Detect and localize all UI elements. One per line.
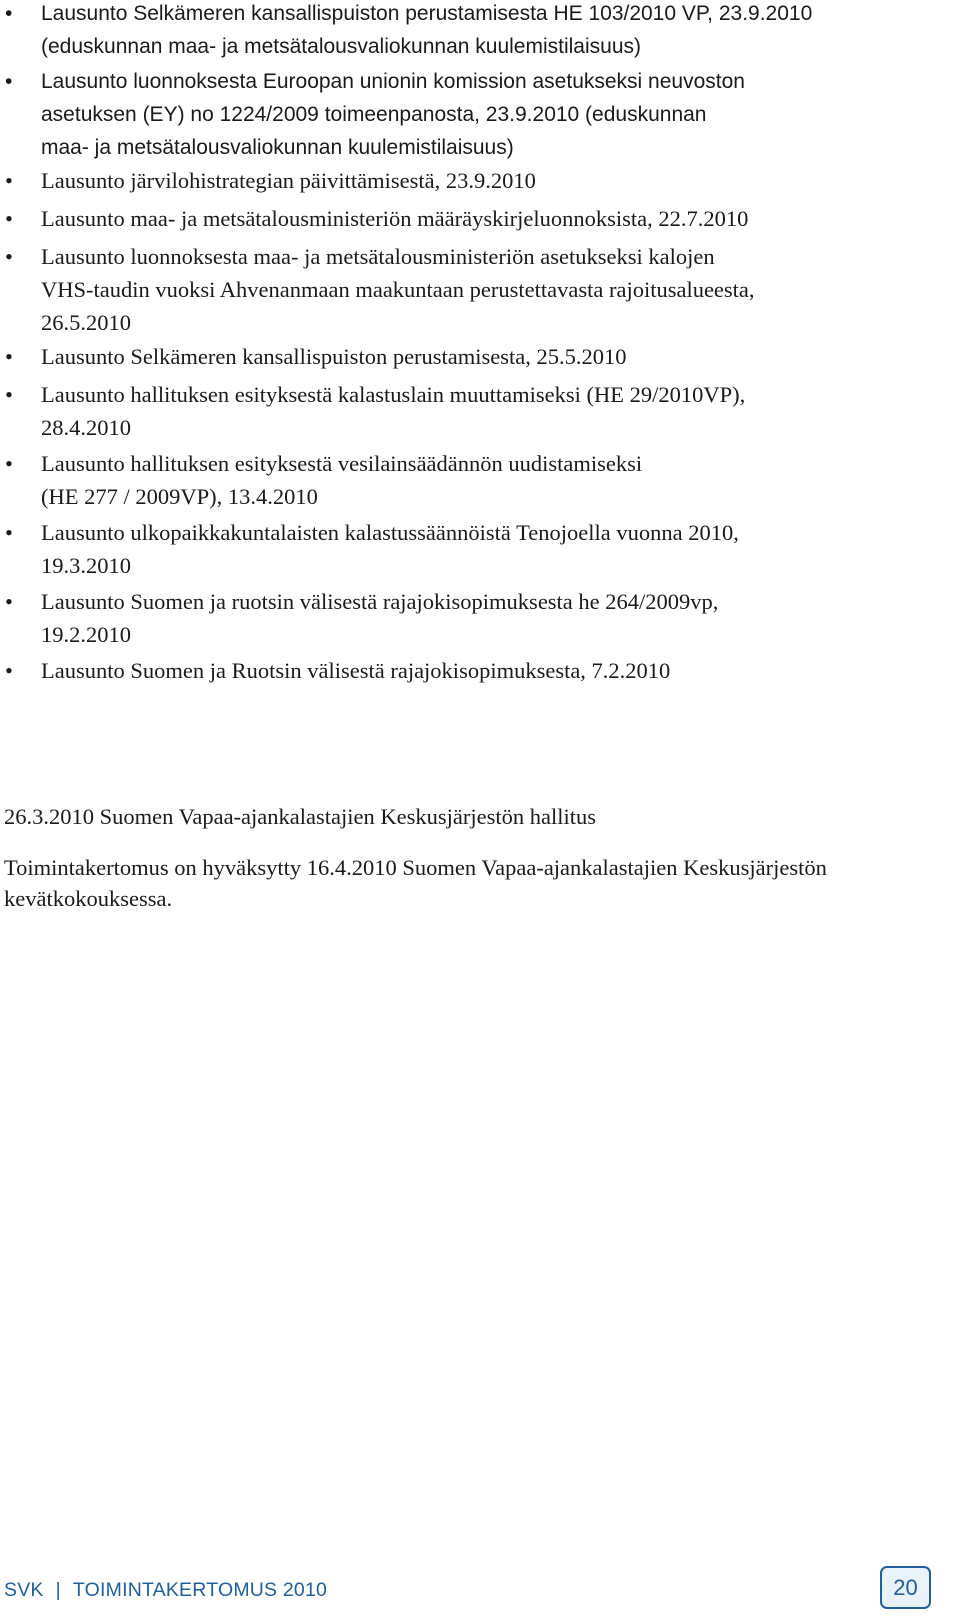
list-item (0, 447, 900, 513)
footer-separator: | (55, 1579, 61, 1601)
page-footer (4, 1579, 327, 1602)
statement-text: Lausunto järvilohistrategian päivittämisestä, 23.9.2010 (41, 168, 536, 193)
page-number-badge: 20 (880, 1566, 931, 1609)
list-item (0, 378, 900, 444)
bullet-icon: • (5, 382, 13, 407)
statement-text: Lausunto hallituksen esityksestä kalastuslain muuttamiseksi (HE 29/2010VP), 28.4.2010 (41, 382, 746, 440)
acceptance-text: Toimintakertomus on hyväksytty 16.4.2010 Suomen Vapaa-ajankalastajien Keskusjärjestön kevätkokouksessa. (4, 855, 827, 911)
bullet-icon: • (5, 244, 13, 269)
list-item (0, 654, 900, 687)
bullet-icon: • (5, 658, 13, 683)
statement-text: Lausunto ulkopaikkakuntalaisten kalastussäännöistä Tenojoella vuonna 2010, 19.3.2010 (41, 520, 739, 578)
bullet-icon: • (5, 344, 13, 369)
list-item (0, 516, 900, 582)
bullet-icon: • (5, 168, 13, 193)
statement-text: Lausunto luonnoksesta maa- ja metsätalousministeriön asetukseksi kalojen VHS-taudin vuoksi Ahvenanmaan maakuntaan perustettavasta rajoitusalueesta, 26.5.2010 (41, 244, 755, 335)
list-item (0, 585, 900, 651)
bullet-icon: • (5, 589, 13, 614)
list-item (0, 164, 900, 197)
statement-text: Lausunto luonnoksesta Euroopan unionin komission asetukseksi neuvoston asetuksen (EY) no 1224/2009 toimeenpanosta, 23.9.2010 (eduskunnan maa- ja metsätalousvaliokunnan kuulemistilaisuus) (41, 70, 745, 159)
list-item (0, 0, 900, 63)
statement-text: Lausunto Selkämeren kansallispuiston perustamisesta HE 103/2010 VP, 23.9.2010 (eduskunnan maa- ja metsätalousvaliokunnan kuulemistilaisuus) (41, 2, 813, 58)
list-item (0, 202, 900, 235)
statement-text: Lausunto Selkämeren kansallispuiston perustamisesta, 25.5.2010 (41, 344, 627, 369)
footer-title: TOIMINTAKERTOMUS 2010 (72, 1579, 328, 1601)
statement-text: Lausunto Suomen ja Ruotsin välisestä rajajokisopimuksesta, 7.2.2010 (41, 658, 671, 683)
bullet-icon: • (5, 2, 13, 25)
statement-text: Lausunto maa- ja metsätalousministeriön määräyskirjeluonnoksista, 22.7.2010 (41, 206, 749, 231)
list-item (0, 65, 900, 164)
footer-org: SVK (4, 1579, 44, 1601)
bullet-icon: • (5, 206, 13, 231)
approval-line: 26.3.2010 Suomen Vapaa-ajankalastajien Keskusjärjestön hallitus (4, 804, 596, 829)
list-item (0, 240, 900, 339)
statement-text: Lausunto Suomen ja ruotsin välisestä rajajokisopimuksesta he 264/2009vp, 19.2.2010 (41, 589, 719, 647)
bullet-icon: • (5, 70, 13, 93)
statement-text: Lausunto hallituksen esityksestä vesilainsäädännön uudistamiseksi (HE 277 / 2009VP), 13.4.2010 (41, 451, 643, 509)
list-item (0, 340, 900, 373)
bullet-icon: • (5, 451, 13, 476)
bullet-icon: • (5, 520, 13, 545)
